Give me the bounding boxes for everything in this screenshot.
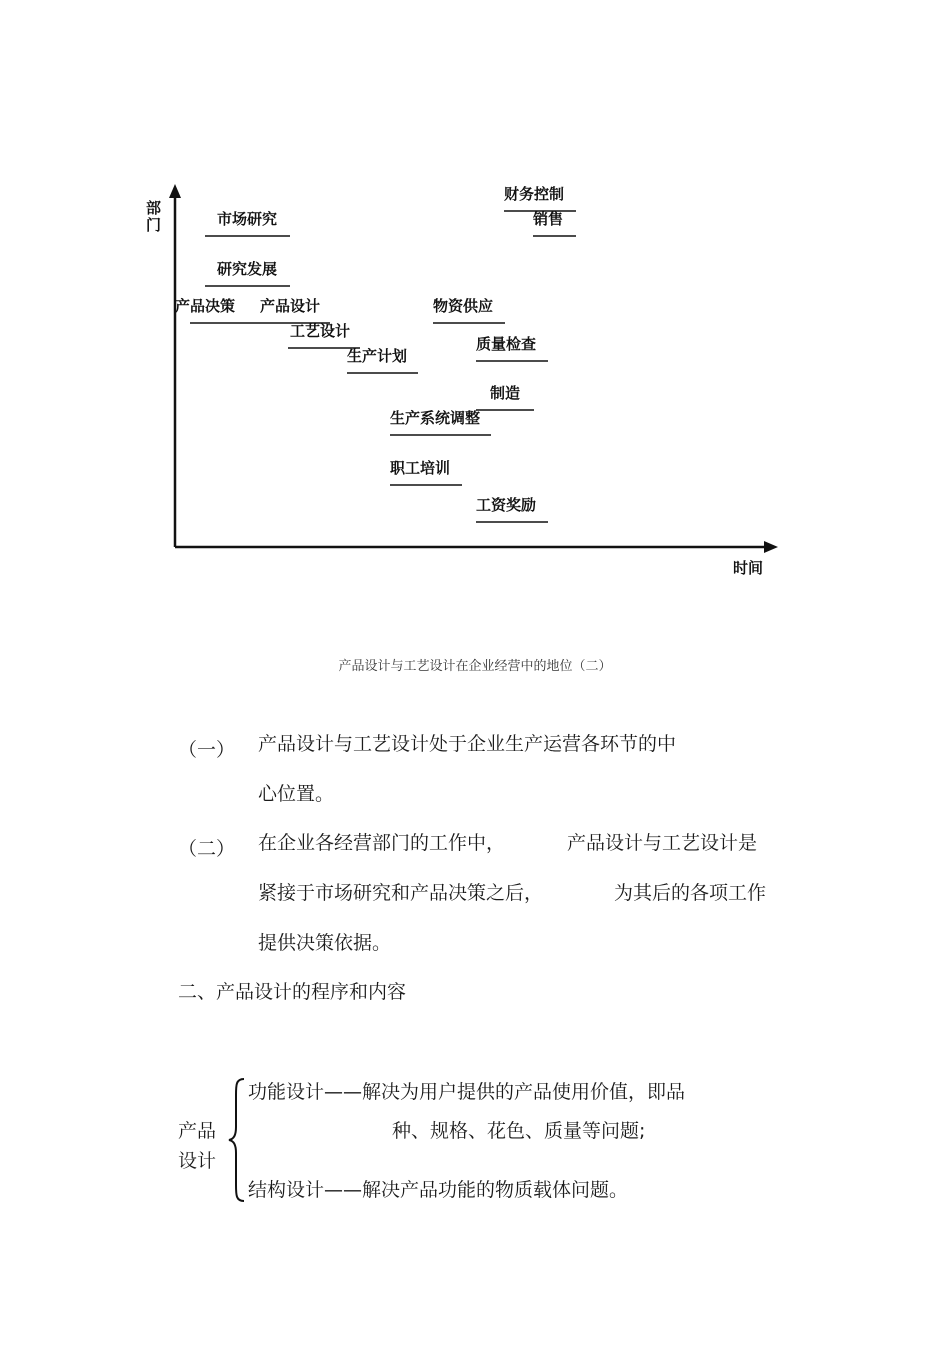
svg-text:制造: 制造 (490, 384, 521, 402)
product-design-label-1: 产品 (178, 1120, 217, 1142)
task-quality-check (476, 335, 548, 361)
point-2-line-1b: 产品设计与工艺设计是 (567, 832, 758, 854)
svg-text:生产系统调整: 生产系统调整 (390, 409, 481, 427)
section-heading: 二、产品设计的程序和内容 (178, 981, 407, 1003)
point-2-line-1a: 在企业各经营部门的工作中， (258, 832, 506, 854)
task-wage-reward (476, 496, 548, 522)
y-axis-label: 部门 (146, 199, 162, 234)
task-training (390, 459, 462, 485)
task-rnd (205, 260, 290, 286)
function-design-line-1: 功能设计——解决为用户提供的产品使用价值，即品 (248, 1081, 686, 1103)
figure-caption: 产品设计与工艺设计在企业经营中的地位（二） (338, 659, 612, 674)
point-2-line-3: 提供决策依据。 (258, 932, 392, 954)
svg-text:生产计划: 生产计划 (347, 347, 408, 365)
y-axis-arrow (169, 184, 181, 198)
task-sales (533, 210, 576, 236)
task-product-decision (175, 297, 235, 315)
task-production-plan (347, 347, 418, 373)
x-axis-label: 时间 (733, 559, 764, 577)
svg-text:职工培训: 职工培训 (390, 459, 451, 477)
svg-text:研究发展: 研究发展 (217, 260, 278, 278)
svg-text:工资奖励: 工资奖励 (476, 496, 537, 514)
task-manufacturing (476, 384, 534, 410)
point-1-line-1: 产品设计与工艺设计处于企业生产运营各环节的中 (258, 733, 677, 755)
task-process-design (288, 322, 360, 348)
point-2-line-2a: 紧接于市场研究和产品决策之后， (258, 882, 544, 904)
svg-text:工艺设计: 工艺设计 (290, 322, 351, 340)
task-system-adjust (390, 409, 491, 435)
task-finance-control (504, 185, 576, 211)
svg-text:市场研究: 市场研究 (217, 210, 278, 228)
svg-text:产品设计: 产品设计 (260, 297, 321, 315)
svg-text:物资供应: 物资供应 (433, 297, 494, 315)
function-design-line-2: 种、规格、花色、质量等问题; (392, 1120, 646, 1142)
department-timeline-diagram (0, 0, 950, 600)
svg-text:产品决策: 产品决策 (175, 297, 236, 315)
point-1-line-2: 心位置。 (258, 783, 335, 805)
task-material-supply (433, 297, 505, 323)
svg-text:质量检查: 质量检查 (476, 335, 537, 353)
product-design-label-2: 设计 (178, 1150, 217, 1172)
structure-design-line: 结构设计——解决产品功能的物质载体问题。 (248, 1179, 629, 1201)
x-axis-arrow (764, 541, 778, 553)
point-1-marker: （一） (178, 739, 236, 761)
svg-text:财务控制: 财务控制 (504, 185, 565, 203)
task-market-research (205, 210, 290, 236)
curly-brace (226, 1077, 248, 1203)
svg-text:销售: 销售 (533, 210, 564, 228)
point-2-marker: （二） (178, 838, 236, 860)
point-2-line-2b: 为其后的各项工作 (614, 882, 767, 904)
